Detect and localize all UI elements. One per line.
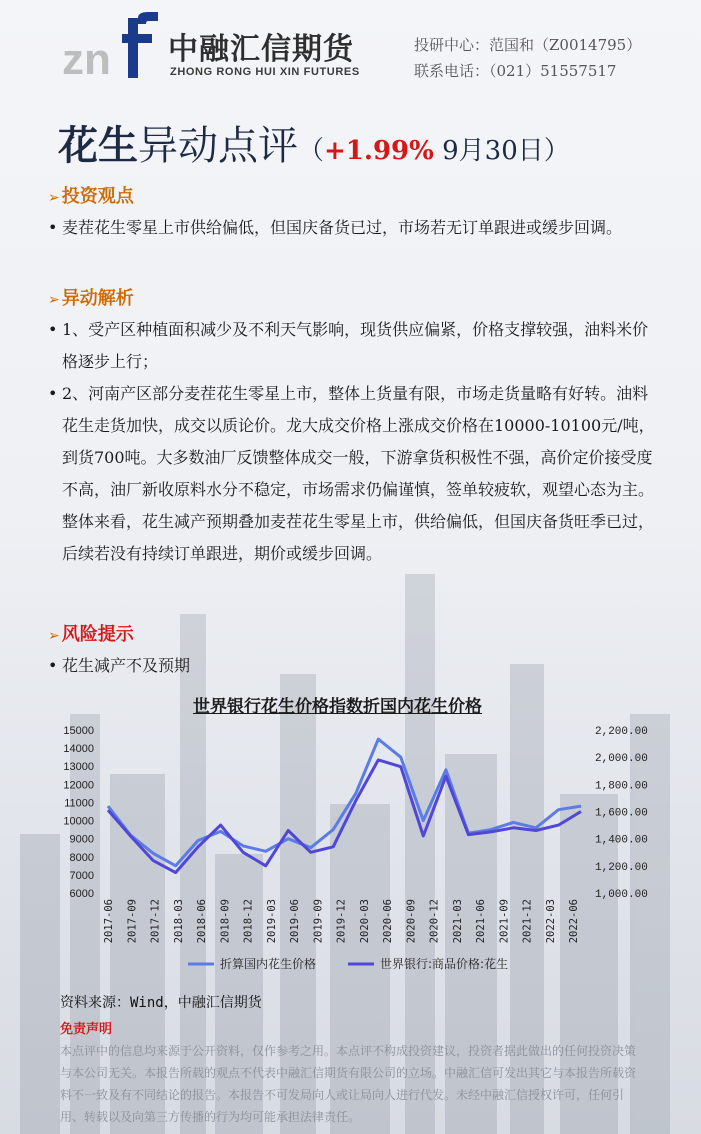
x-tick-label: 2020-09 xyxy=(405,899,418,944)
section-heading-risk xyxy=(48,620,134,646)
data-source: 资料来源：Wind，中融汇信期货 xyxy=(60,995,262,1011)
bullet-text: 花生减产不及预期 xyxy=(62,656,191,675)
contact-info xyxy=(414,32,641,84)
company-name-en: ZHONG RONG HUI XIN FUTURES xyxy=(170,66,360,78)
y-left-tick-label: 6000 xyxy=(69,888,94,900)
y-left-tick-label: 10000 xyxy=(63,815,94,828)
bullet-dot-icon: • xyxy=(48,656,58,675)
list-item-risk-1 xyxy=(48,650,658,682)
svg-text:zn: zn xyxy=(62,35,111,82)
list-item-analysis-2 xyxy=(48,378,658,570)
section-heading-view-label: 投资观点 xyxy=(61,186,134,207)
y-left-tick-label: 13000 xyxy=(63,761,94,774)
bullet-text: 2、河南产区部分麦茬花生零星上市，整体上货量有限，市场走货量略有好转。油料花生走货加快，成交以质论价。龙大成交价格上涨成交价格在10000-10100元/吨，到货700吨。大多数油厂反馈整体成交一般，下游拿货积极性不强，高价定价接受度不高，油厂新收原料水分不稳定，市场需求仍偏谨慎，签单较疲软，观望心态为主。整体来看，花生减产预期叠加麦茬花生零星上市，供给偏低，但国庆备货旺季已过，后续若没有持续订单跟进，期价或缓步回调。 xyxy=(62,384,655,563)
company-name-cn: 中融汇信期货 xyxy=(168,32,354,67)
y-left-tick-label: 11000 xyxy=(64,797,94,810)
x-tick-label: 2019-03 xyxy=(265,899,278,944)
disclaimer-title: 免责声明 xyxy=(60,1022,113,1037)
chart-title: 世界银行花生价格指数折国内花生价格 xyxy=(193,697,482,717)
y-right-tick-label: 1,400.00 xyxy=(595,834,648,847)
x-tick-label: 2020-12 xyxy=(428,899,441,944)
bullet-dot-icon: • xyxy=(48,384,58,403)
y-right-tick-label: 1,000.00 xyxy=(595,889,648,901)
y-right-tick-label: 1,800.00 xyxy=(595,780,648,793)
x-tick-label: 2021-09 xyxy=(498,899,511,944)
x-tick-label: 2017-12 xyxy=(149,899,162,944)
peanut-price-chart xyxy=(40,716,660,986)
x-tick-label: 2018-12 xyxy=(242,899,255,944)
title-commodity: 花生 xyxy=(58,122,138,169)
report-header xyxy=(0,0,701,100)
page-title xyxy=(58,114,570,171)
y-left-tick-label: 12000 xyxy=(63,779,94,792)
title-date: 9月30日 xyxy=(433,136,544,166)
legend-label-1: 折算国内花生价格 xyxy=(220,957,317,971)
series-line-2 xyxy=(108,760,581,873)
bullet-text: 麦茬花生零星上市供给偏低，但国庆备货已过，市场若无订单跟进或缓步回调。 xyxy=(62,218,623,237)
arrow-right-icon: ➢ xyxy=(48,190,60,206)
arrow-right-icon: ➢ xyxy=(48,292,60,308)
bullet-dot-icon: • xyxy=(48,218,58,237)
contact-analyst: 投研中心：范国和（Z0014795） xyxy=(414,36,642,54)
y-left-tick-label: 15000 xyxy=(63,725,94,737)
legend-label-2: 世界银行:商品价格:花生 xyxy=(380,957,509,971)
y-right-tick-label: 2,200.00 xyxy=(595,726,648,738)
x-tick-label: 2021-12 xyxy=(521,899,534,944)
x-tick-label: 2020-03 xyxy=(358,899,371,944)
title-paren-open: （ xyxy=(298,136,325,166)
list-item-analysis-1 xyxy=(48,314,658,378)
x-tick-label: 2022-03 xyxy=(544,899,557,944)
x-tick-label: 2018-09 xyxy=(219,899,232,944)
y-right-tick-label: 1,600.00 xyxy=(595,807,648,820)
x-tick-label: 2022-06 xyxy=(568,899,580,944)
x-tick-label: 2018-06 xyxy=(196,899,208,944)
arrow-right-icon: ➢ xyxy=(48,628,60,644)
y-right-tick-label: 1,200.00 xyxy=(595,861,648,874)
title-topic: 异动点评 xyxy=(138,123,298,169)
x-tick-label: 2021-03 xyxy=(451,899,464,944)
x-tick-label: 2018-03 xyxy=(172,899,185,944)
y-right-tick-label: 2,000.00 xyxy=(595,753,648,766)
x-tick-label: 2017-09 xyxy=(126,899,139,944)
x-tick-label: 2019-12 xyxy=(335,899,348,944)
y-left-tick-label: 8000 xyxy=(69,851,94,864)
list-item-view-1 xyxy=(48,212,658,244)
section-heading-analysis xyxy=(48,284,134,310)
y-left-tick-label: 7000 xyxy=(69,869,94,882)
x-tick-label: 2020-06 xyxy=(382,899,394,944)
x-tick-label: 2021-06 xyxy=(475,899,487,944)
x-tick-label: 2019-09 xyxy=(312,899,325,944)
section-heading-risk-label: 风险提示 xyxy=(61,624,134,645)
contact-phone: 联系电话：（021）51557517 xyxy=(414,62,617,80)
disclaimer-text: 本点评中的信息均来源于公开资料，仅作参考之用。本点评不构成投资建议，投资者据此做出的任何投资决策与本公司无关。本报告所载的观点不代表中融汇信期货有限公司的立场。中融汇信可发出其它与本报告所载资料不一致及有不同结论的报告。本报告不可发局向人或让局向人进行代发。未经中融汇信授权许可，任何引用、转载以及向第三方传播的行为均可能承担法律责任。 xyxy=(60,1044,637,1124)
x-tick-label: 2017-06 xyxy=(103,899,115,944)
bullet-dot-icon: • xyxy=(48,320,58,339)
section-heading-analysis-label: 异动解析 xyxy=(61,288,134,309)
title-paren-close: ） xyxy=(543,136,570,166)
x-tick-label: 2019-06 xyxy=(289,899,301,944)
series-line-1 xyxy=(108,739,581,866)
bullet-text: 1、受产区种植面积减少及不利天气影响，现货供应偏紧，价格支撑较强，油料米价格逐步上行； xyxy=(62,320,649,371)
section-heading-view xyxy=(48,182,134,208)
company-logo-icon xyxy=(62,12,160,82)
y-left-tick-label: 9000 xyxy=(69,833,94,846)
y-left-tick-label: 14000 xyxy=(63,743,94,756)
title-change-percent: +1.99% xyxy=(324,136,434,166)
